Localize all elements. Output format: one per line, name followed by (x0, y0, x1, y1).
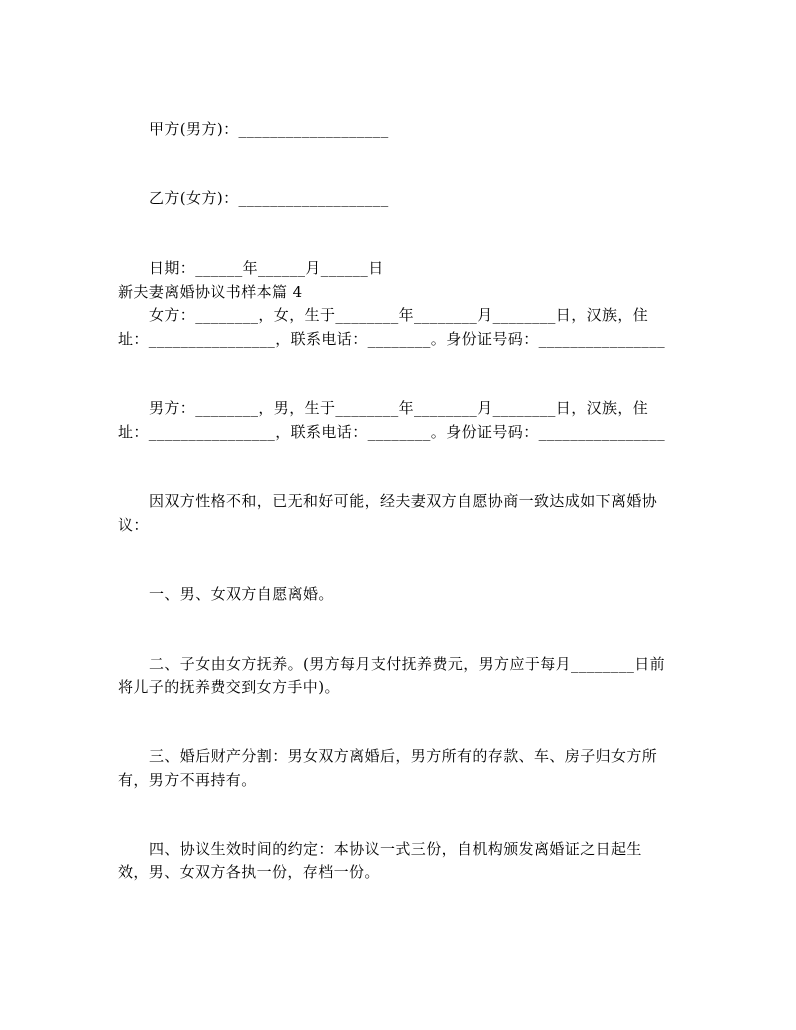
clause-3-line1: 三、婚后财产分割：男女双方离婚后，男方所有的存款、车、房子归女方所 (149, 747, 658, 765)
clause-4-line1: 四、协议生效时间的约定：本协议一式三份，自机构颁发离婚证之日起生 (149, 840, 642, 858)
male-info-line1: 男方：________，男，生于________年________月________日，汉族，住 (149, 399, 649, 417)
male-info-line2: 址：________________，联系电话：________。身份证号码：________________ (118, 423, 666, 441)
party-a-line: 甲方(男方)：___________________ (149, 120, 389, 138)
preamble-line1: 因双方性格不和，已无和好可能，经夫妻双方自愿协商一致达成如下离婚协 (149, 492, 658, 510)
female-info-line1: 女方：________，女，生于________年________月________日，汉族，住 (149, 306, 649, 324)
preamble-line2: 议： (118, 516, 149, 534)
female-info-line2: 址：________________，联系电话：________。身份证号码：________________ (118, 330, 666, 348)
sample-title: 新夫妻离婚协议书样本篇 4 (118, 283, 303, 301)
clause-4-line2: 效，男、女双方各执一份，存档一份。 (118, 863, 380, 881)
party-b-line: 乙方(女方)：___________________ (149, 189, 389, 207)
clause-3-line2: 有，男方不再持有。 (118, 771, 257, 789)
date-line: 日期：______年______月______日 (149, 259, 384, 277)
clause-2-line1: 二、子女由女方抚养。(男方每月支付抚养费元，男方应于每月________日前 (149, 655, 666, 673)
clause-2-line2: 将儿子的抚养费交到女方手中)。 (118, 678, 340, 696)
clause-1: 一、男、女双方自愿离婚。 (149, 585, 334, 603)
